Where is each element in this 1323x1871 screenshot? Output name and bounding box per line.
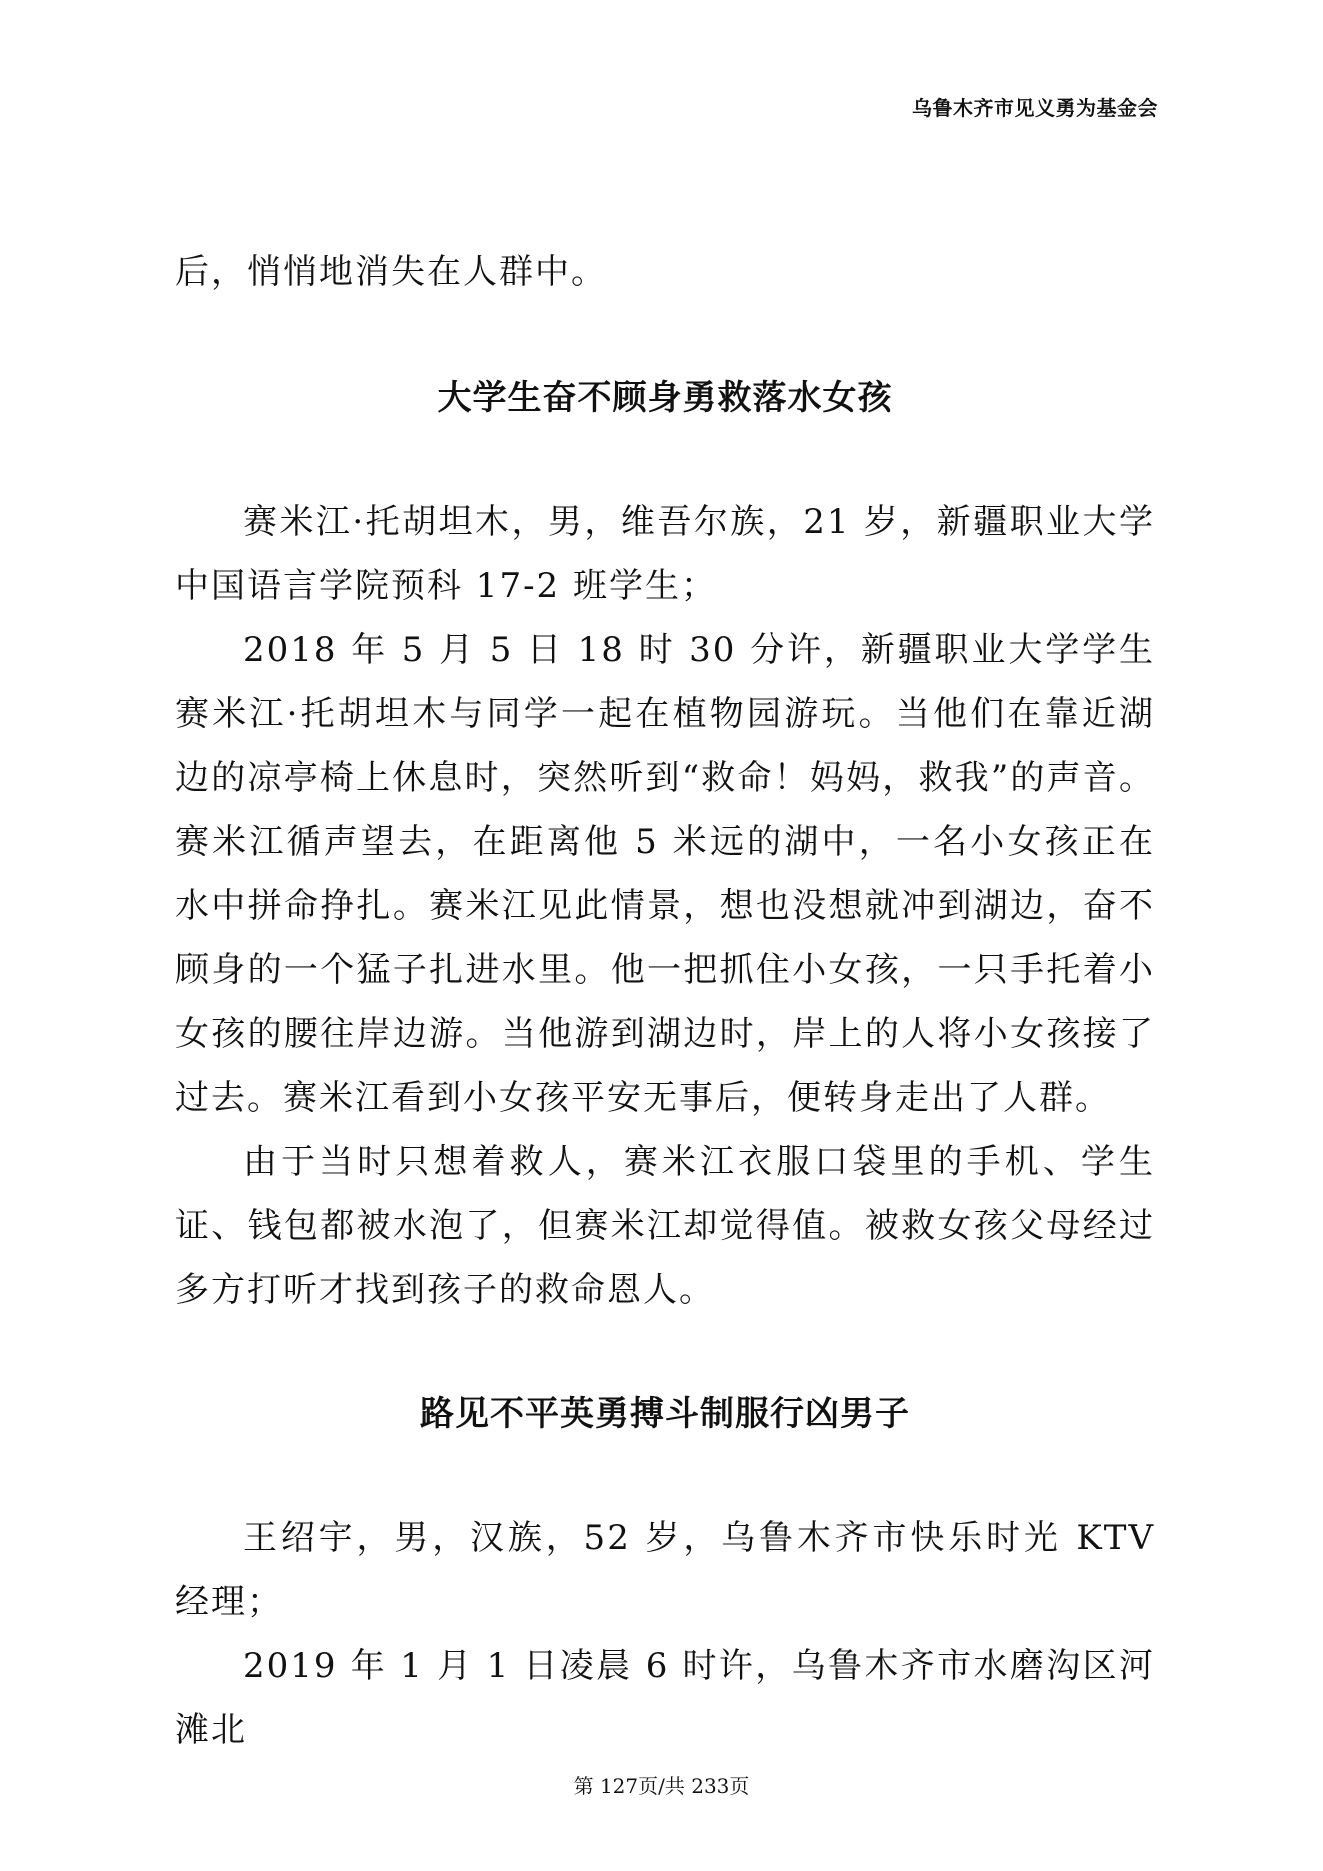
profile-paragraph: 赛米江·托胡坦木，男，维吾尔族，21 岁，新疆职业大学中国语言学院预科 17-2 班学生； bbox=[175, 502, 1155, 606]
continuation-paragraph: 后，悄悄地消失在人群中。 bbox=[175, 252, 607, 292]
running-header: 乌鲁木齐市见义勇为基金会 bbox=[912, 96, 1158, 120]
section-heading-rescue-girl: 大学生奋不顾身勇救落水女孩 bbox=[437, 378, 893, 418]
story-paragraph: 由于当时只想着救人，赛米江衣服口袋里的手机、学生证、钱包都被水泡了，但赛米江却觉得值。被救女孩父母经过多方打听才找到孩子的救命恩人。 bbox=[175, 1142, 1155, 1310]
profile-paragraph: 王绍宇，男，汉族，52 岁，乌鲁木齐市快乐时光 KTV 经理； bbox=[175, 1518, 1155, 1622]
section-heading-subdue-attacker: 路见不平英勇搏斗制服行凶男子 bbox=[420, 1394, 910, 1434]
body-content bbox=[175, 240, 1155, 1762]
story-paragraph: 2018 年 5 月 5 日 18 时 30 分许，新疆职业大学学生赛米江·托胡坦木与同学一起在植物园游玩。当他们在靠近湖边的凉亭椅上休息时，突然听到“救命！妈妈，救我”的声音。赛米江循声望去，在距离他 5 米远的湖中，一名小女孩正在水中拼命挣扎。赛米江见此情景，想也没想就冲到湖边，奋不顾身的一个猛子扎进水里。他一把抓住小女孩，一只手托着小女孩的腰往岸边游。当他游到湖边时，岸上的人将小女孩接了过去。赛米江看到小女孩平安无事后，便转身走出了人群。 bbox=[175, 630, 1155, 1118]
page-number: 第 127页/共 233页 bbox=[573, 1774, 750, 1798]
story-paragraph: 2019 年 1 月 1 日凌晨 6 时许，乌鲁木齐市水磨沟区河滩北 bbox=[175, 1646, 1155, 1750]
